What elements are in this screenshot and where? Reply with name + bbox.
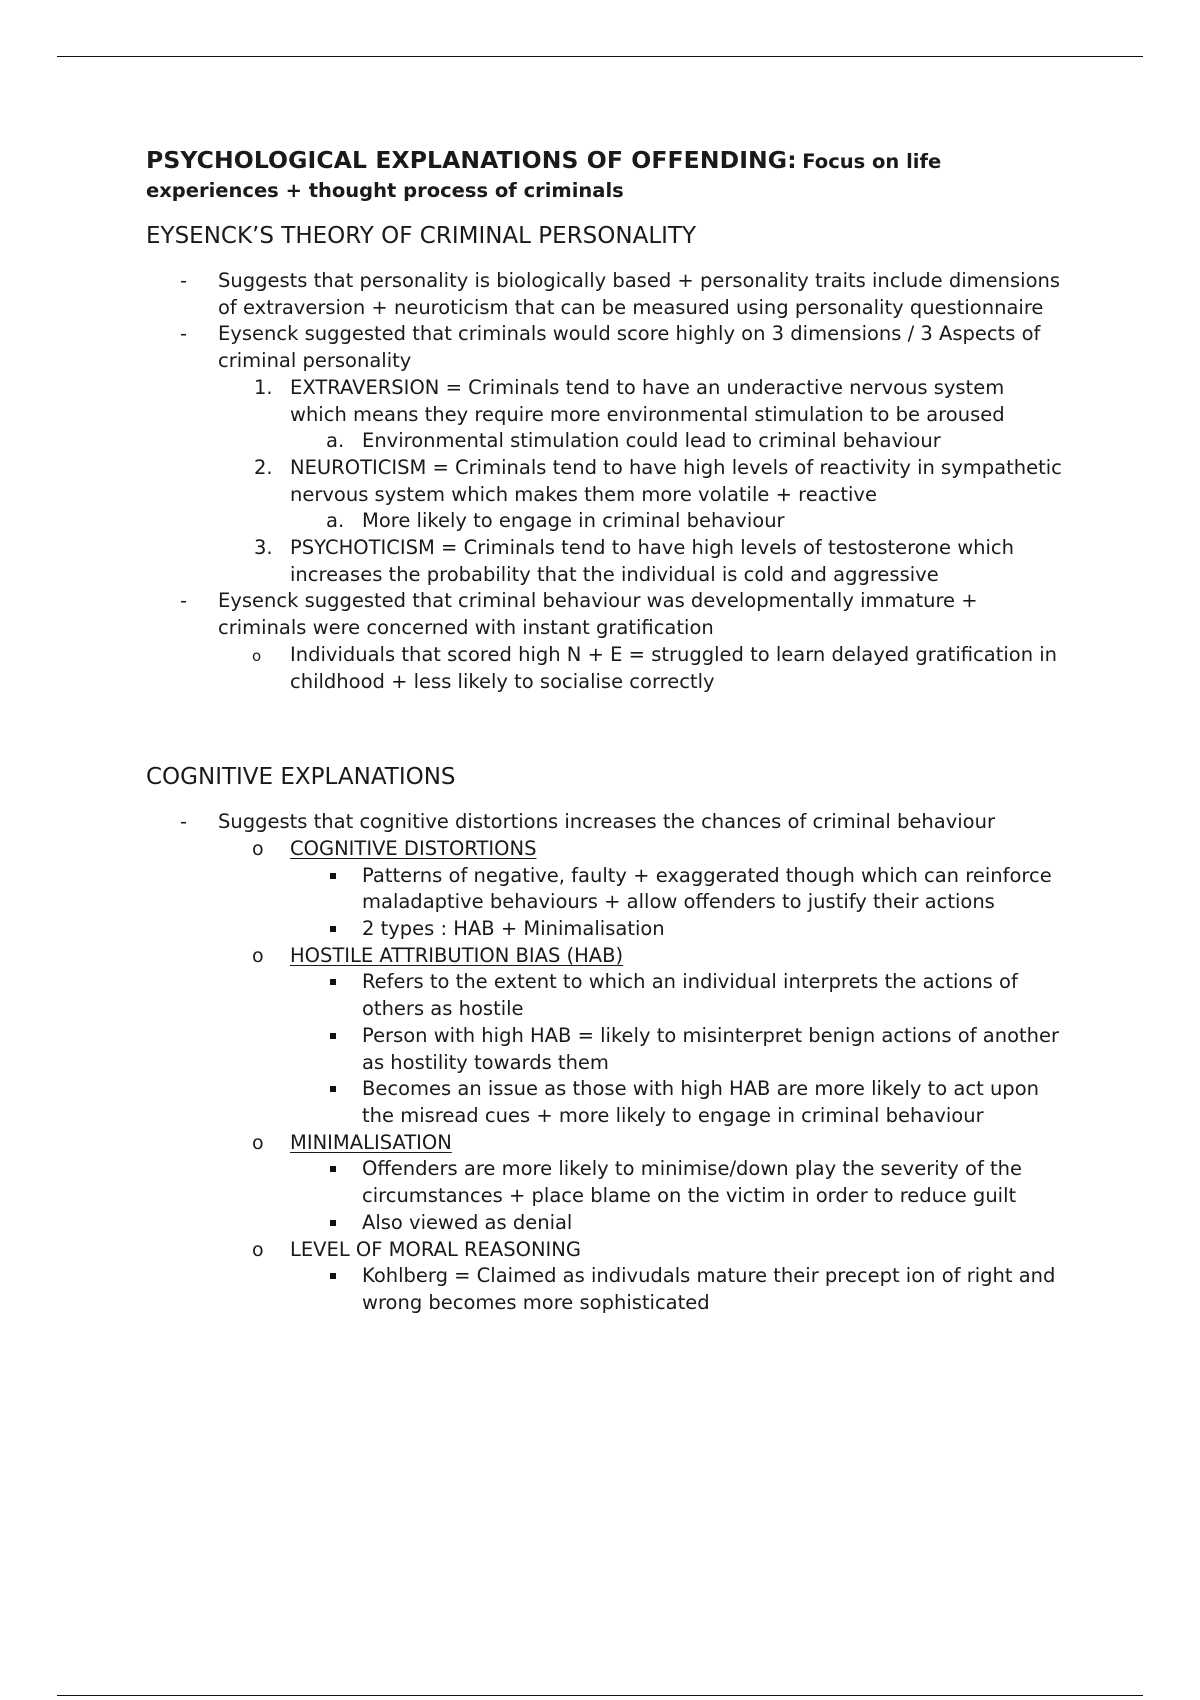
list-item <box>254 375 1066 455</box>
dash-marker: - <box>180 269 188 292</box>
list-item-text: Patterns of negative, faulty + exaggerated though which can reinforce maladaptive behaviours + allow offenders to justify their actions <box>362 863 1052 914</box>
list-item <box>290 1210 1066 1237</box>
letter-marker: a. <box>326 509 345 533</box>
eysenck-list <box>146 268 1066 375</box>
list-item-text: Individuals that scored high N + E = struggled to learn delayed gratification in childhood + less likely to socialise correctly <box>290 642 1058 693</box>
list-item-text: Eysenck suggested that criminal behaviour was developmentally immature + criminals were concerned with instant gratification <box>218 589 978 640</box>
list-item-text: 2 types : HAB + Minimalisation <box>362 917 665 941</box>
list-item <box>254 535 1066 588</box>
subheading-hab: HOSTILE ATTRIBUTION BIAS (HAB) <box>290 943 624 967</box>
number-marker: 2. <box>254 455 273 479</box>
list-item <box>326 508 1066 535</box>
list-item-text: Environmental stimulation could lead to criminal behaviour <box>362 429 941 453</box>
cognitive-sub-list <box>218 836 1066 1317</box>
sub-list <box>326 508 1066 535</box>
footer-rule <box>57 1695 1143 1696</box>
list-item-text: Becomes an issue as those with high HAB are more likely to act upon the misread cues + more likely to engage in criminal behaviour <box>362 1077 1039 1127</box>
list-item <box>290 1076 1066 1129</box>
list-item <box>290 969 1066 1022</box>
list-item <box>290 863 1066 916</box>
list-item <box>326 428 1066 455</box>
square-bullet-icon <box>330 1166 336 1172</box>
square-bullet-icon <box>330 873 336 879</box>
list-item <box>218 836 1066 943</box>
title-sub-part2: experiences + thought process of criminals <box>146 179 624 202</box>
square-bullet-icon <box>330 1273 336 1279</box>
section-heading-eysenck: EYSENCK’S THEORY OF CRIMINAL PERSONALITY <box>146 223 697 249</box>
list-item <box>218 943 1066 1130</box>
list-item-text: Kohlberg = Claimed as indivudals mature their precept ion of right and wrong becomes more sophisticated <box>362 1264 1056 1314</box>
square-bullet-icon <box>330 926 336 932</box>
list-item <box>290 916 1066 943</box>
square-bullet-icon <box>330 1086 336 1092</box>
list-item <box>146 588 1066 695</box>
list-item-text: NEUROTICISM = Criminals tend to have high levels of reactivity in sympathetic nervous system which makes them more volatile + reactive <box>290 455 1062 506</box>
square-bullet-icon <box>330 979 336 985</box>
circle-bullet-marker: o <box>252 837 264 860</box>
subheading-moral-reasoning: LEVEL OF MORAL REASONING <box>290 1237 581 1261</box>
list-item <box>146 809 1066 1316</box>
circle-bullet-marker: o <box>252 646 262 665</box>
section-heading-cognitive: COGNITIVE EXPLANATIONS <box>146 764 456 791</box>
number-marker: 1. <box>254 375 273 399</box>
subheading-cognitive-distortions: COGNITIVE DISTORTIONS <box>290 836 537 860</box>
list-item-text: Suggests that personality is biologically based + personality traits include dimensions of extraversion + neuroticism that can be measured using personality questionnaire <box>218 269 1061 319</box>
title-sub-part1: Focus on life <box>802 150 942 173</box>
list-item-text: EXTRAVERSION = Criminals tend to have an underactive nervous system which means they require more environmental stimulation to be aroused <box>290 375 1005 426</box>
list-item-text: Person with high HAB = likely to misinterpret benign actions of another as hostility towards them <box>362 1023 1060 1074</box>
list-item-text: More likely to engage in criminal behaviour <box>362 509 785 533</box>
list-item-text: Also viewed as denial <box>362 1210 573 1234</box>
square-bullet-list <box>290 1263 1066 1316</box>
number-marker: 3. <box>254 536 273 560</box>
cognitive-list <box>146 809 1066 1316</box>
list-item <box>290 1156 1066 1209</box>
letter-marker: a. <box>326 429 345 453</box>
list-item <box>218 1237 1066 1317</box>
list-item <box>290 1023 1066 1076</box>
square-bullet-list <box>290 863 1066 943</box>
list-item <box>218 642 1066 695</box>
square-bullet-list <box>290 1156 1066 1236</box>
list-item-text: Suggests that cognitive distortions increases the chances of criminal behaviour <box>218 810 995 834</box>
circle-bullet-marker: o <box>252 944 264 967</box>
header-rule <box>57 56 1143 57</box>
document-body <box>146 146 1066 1317</box>
list-item-text: Eysenck suggested that criminals would score highly on 3 dimensions / 3 Aspects of criminal personality <box>218 322 1041 373</box>
square-bullet-list <box>290 969 1066 1129</box>
dash-marker: - <box>180 589 188 613</box>
dimensions-list <box>254 375 1066 589</box>
list-item <box>254 455 1066 535</box>
list-item <box>218 1130 1066 1237</box>
sub-list <box>326 428 1066 455</box>
list-item <box>146 268 1066 321</box>
circle-bullet-marker: o <box>252 1238 264 1261</box>
list-item-text: Offenders are more likely to minimise/down play the severity of the circumstances + place blame on the victim in order to reduce guilt <box>362 1157 1023 1208</box>
list-item <box>290 1263 1066 1316</box>
eysenck-list-continued <box>146 588 1066 695</box>
title-main: PSYCHOLOGICAL EXPLANATIONS OF OFFENDING: <box>146 146 797 174</box>
sub-list <box>218 642 1066 695</box>
square-bullet-icon <box>330 1220 336 1226</box>
square-bullet-icon <box>330 1033 336 1039</box>
subheading-minimalisation: MINIMALISATION <box>290 1130 452 1154</box>
dash-marker: - <box>180 810 188 834</box>
list-item <box>146 321 1066 374</box>
page-title <box>146 146 1066 177</box>
dash-marker: - <box>180 322 188 346</box>
list-item-text: PSYCHOTICISM = Criminals tend to have high levels of testosterone which increases the probability that the individual is cold and aggressive <box>290 536 1015 586</box>
circle-bullet-marker: o <box>252 1131 264 1154</box>
list-item-text: Refers to the extent to which an individual interprets the actions of others as hostile <box>362 970 1018 1021</box>
